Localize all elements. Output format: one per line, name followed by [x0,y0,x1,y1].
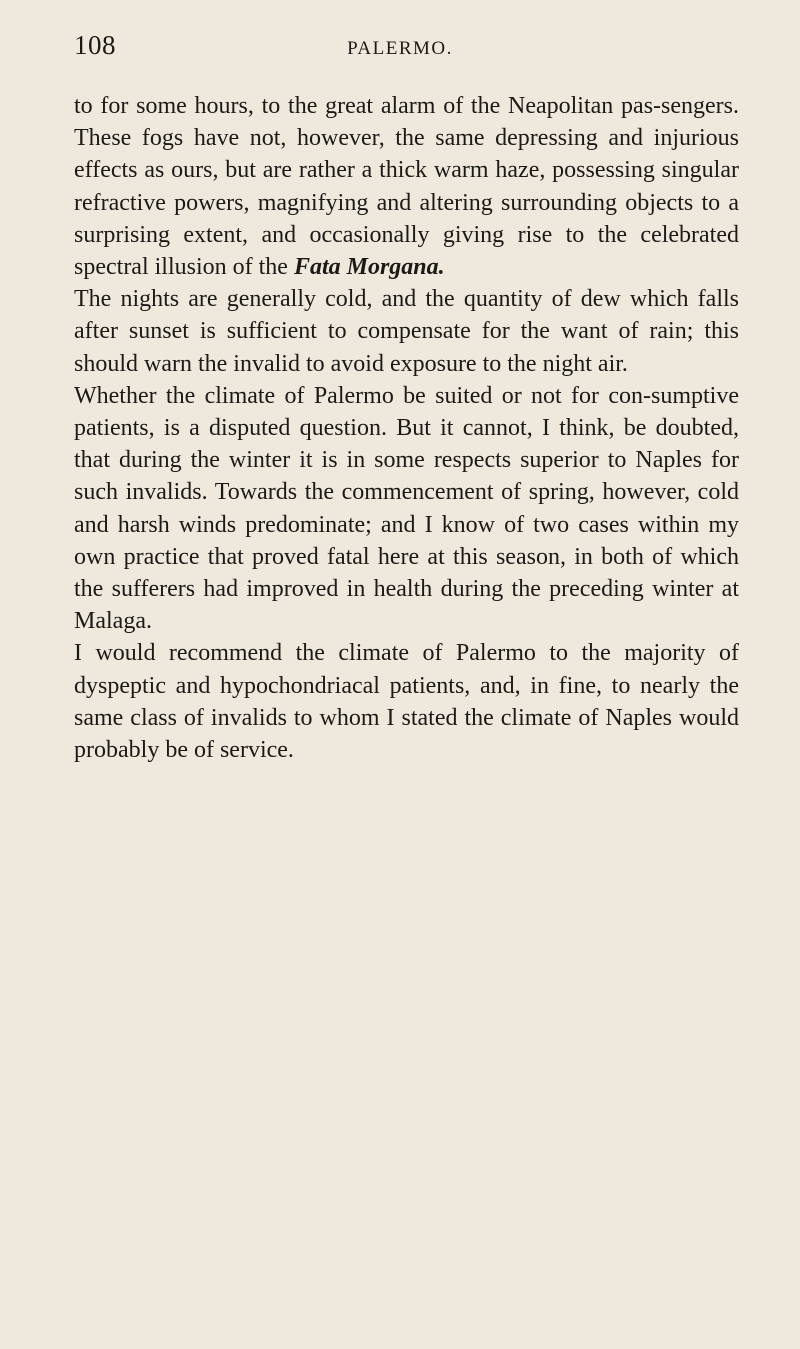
paragraph-4: I would recommend the climate of Palermo to the majority of dyspeptic and hypochondriacal patients, and, in fine, to nearly the same class of invalids to whom I stated the climate of Naples would probably be of service. [74,640,739,764]
body-text [74,90,739,766]
paragraph-1-text: to for some hours, to the great alarm of the Neapolitan pas-sengers. These fogs have not, however, the same depressing and injurious effects as ours, but are rather a thick warm haze, possessing singular refractive powers, magnifying and altering surrounding objects to a surprising extent, and occasionally giving rise to the celebrated spectral illusion of the [74,93,739,281]
running-head: PALERMO. [347,38,453,59]
paragraph-1 [74,90,739,283]
paragraph-3: Whether the climate of Palermo be suited or not for con-sumptive patients, is a disputed question. But it cannot, I think, be doubted, that during the winter it is in some respects superior to Naples for such invalids. Towards the commencement of spring, however, cold and harsh winds predominate; and I know of two cases within my own practice that proved fatal here at this season, in both of which the sufferers had improved in health during the preceding winter at Malaga. [74,382,739,635]
paragraph-2: The nights are generally cold, and the quantity of dew which falls after sunset is sufficient to compensate for the want of rain; this should warn the invalid to avoid exposure to the night air. [74,286,739,377]
page-number: 108 [74,30,116,60]
fata-morgana-italic: Fata Morgana. [293,254,445,281]
